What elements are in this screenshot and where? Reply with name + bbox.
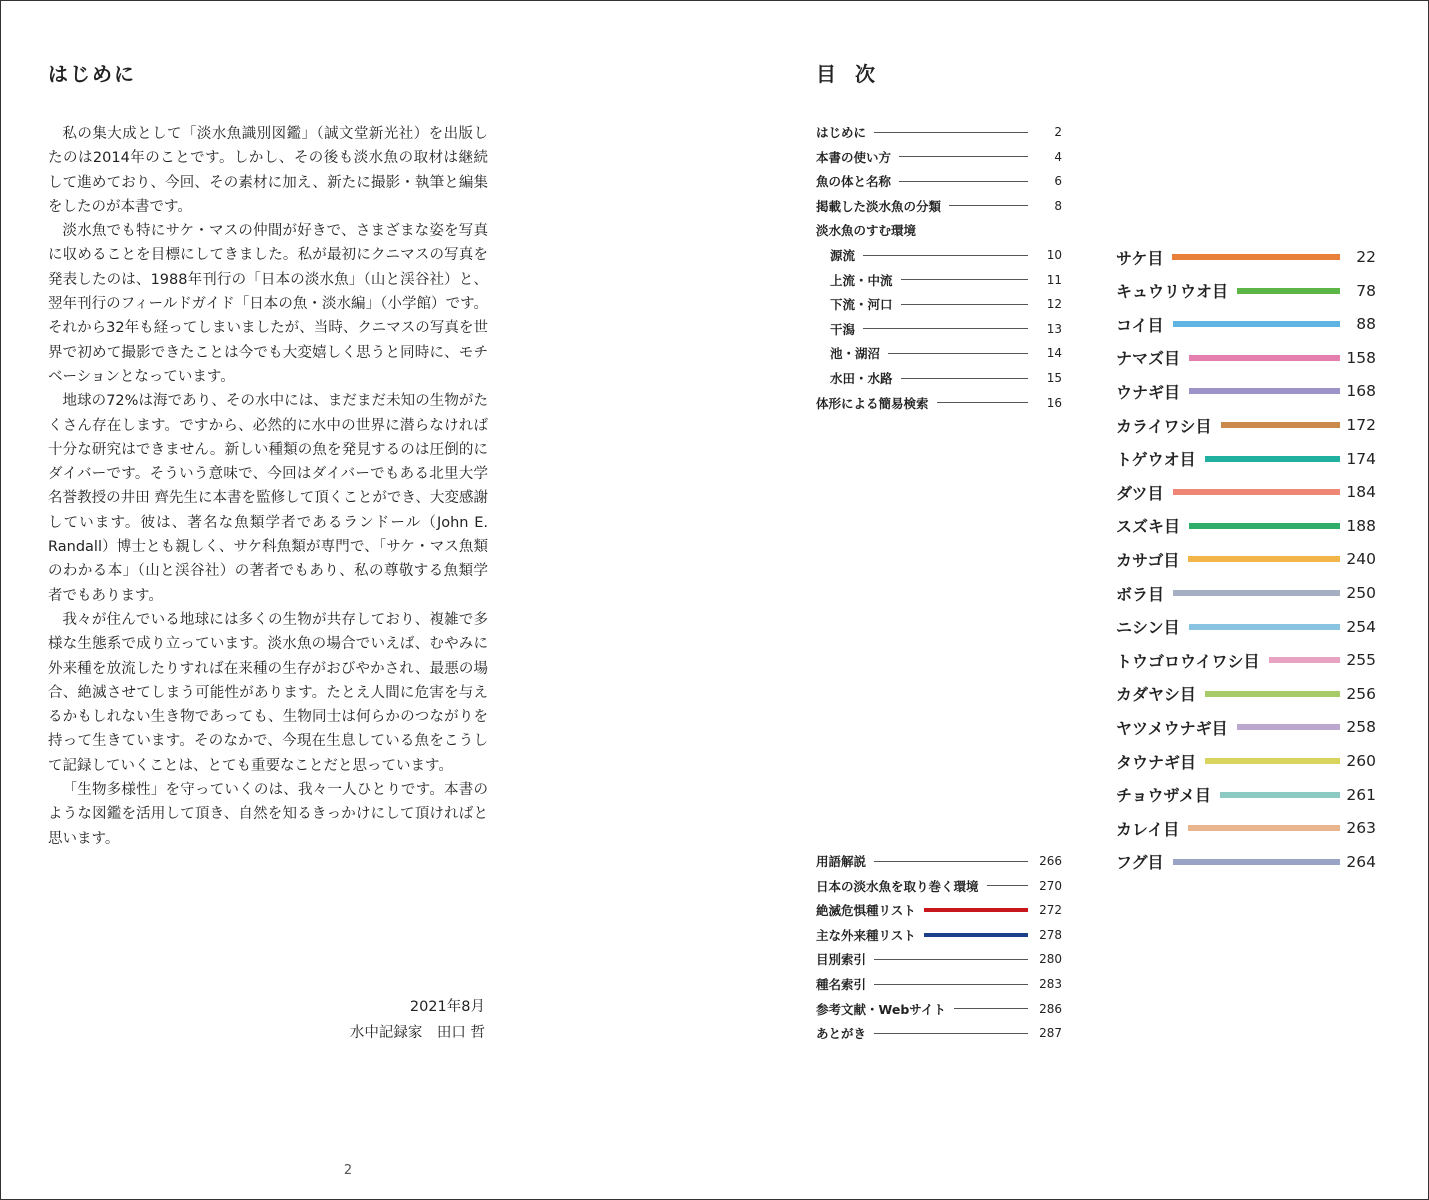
leader-line <box>987 885 1028 886</box>
leader-line <box>949 205 1028 206</box>
order-color-bar <box>1188 825 1340 831</box>
order-entry[interactable] <box>1116 279 1376 303</box>
order-label: サケ目 <box>1116 248 1164 268</box>
leader-line <box>899 181 1028 182</box>
order-entry[interactable] <box>1116 547 1376 571</box>
leader-line <box>899 156 1028 157</box>
order-page: 158 <box>1346 348 1376 367</box>
toc-entry-label: 参考文献・Webサイト <box>816 1001 946 1017</box>
order-entry[interactable] <box>1116 447 1376 471</box>
order-color-bar <box>1189 624 1340 630</box>
leader-line <box>901 378 1028 379</box>
order-entry[interactable] <box>1116 245 1376 269</box>
leader-line <box>874 861 1028 862</box>
order-entry[interactable] <box>1116 346 1376 370</box>
left-page <box>0 0 714 1200</box>
toc-entry-label: 体形による簡易検索 <box>816 395 929 411</box>
order-color-bar <box>1189 523 1340 529</box>
order-color-bar <box>1173 859 1340 865</box>
order-label: カレイ目 <box>1116 819 1180 839</box>
order-label: タウナギ目 <box>1116 752 1197 772</box>
paragraph: 「生物多様性」を守っていくのは、我々一人ひとりです。本書のような図鑑を活用して頂き、自然を知るきっかけにして頂ければと思います。 <box>48 782 488 847</box>
color-bar <box>924 908 1028 912</box>
order-page: 240 <box>1346 550 1376 569</box>
toc-entry-label: 淡水魚のすむ環境 <box>816 223 917 239</box>
leader-line <box>874 1033 1028 1034</box>
toc-entry-label: 用語解説 <box>816 854 867 869</box>
order-color-bar <box>1237 724 1340 730</box>
toc-entry[interactable] <box>830 245 1062 265</box>
toc-entry-page: 16 <box>1046 395 1062 410</box>
paragraph: 我々が住んでいる地球には多くの生物が共存しており、複雑で多様な生態系で成り立っています。淡水魚の場合でいえば、むやみに外来種を放流したりすれば在来種の生存がおびやかされ、最悪の場合、絶滅させてしまう可能性があります。たとえ人間に危害を与えるかもしれない生き物であっても、生物同士は何らかのつながりを持って生きています。そのなかで、今現在生息している魚をこうして記録していくことは、とても重要なことだと思っています。 <box>48 611 488 774</box>
order-page: 256 <box>1346 684 1376 703</box>
toc-heading: 目 次 <box>816 62 881 86</box>
order-page: 88 <box>1356 315 1376 334</box>
order-label: ヤツメウナギ目 <box>1116 718 1228 738</box>
toc-entry-label: 主な外来種リスト <box>816 927 916 943</box>
color-bar <box>924 933 1028 937</box>
order-color-bar <box>1205 758 1340 764</box>
toc-entry-page: 278 <box>1039 927 1062 942</box>
toc-entry-page: 287 <box>1039 1026 1062 1041</box>
toc-entry-label: 種名索引 <box>816 977 867 992</box>
toc-entry-label: 魚の体と名称 <box>816 174 892 190</box>
leader-line <box>874 132 1028 133</box>
paragraph: 地球の72%は海であり、その水中には、まだまだ未知の生物がたくさん存在します。ですから、必然的に水中の世界に潜らなければ十分な研究はできません。新しい種類の魚を発見するのは圧倒的にダイバーです。そういう意味で、今回はダイバーでもある北里大学名誉教授の井田 齊先生に本書を監修して頂くことができ、大変感謝しています。彼は、著名な魚類学者であるランドール（John E. Randall）博士とも親しく、サケ科魚類が専門で、「サケ・マス魚類のわかる本」（山と渓谷社）の著者でもあり、私の尊敬する魚類学者でもあります。 <box>48 393 488 604</box>
order-label: トウゴロウイワシ目 <box>1116 651 1260 671</box>
order-entry[interactable] <box>1116 816 1376 840</box>
leader-line <box>863 255 1028 256</box>
toc-entry-page: 266 <box>1039 854 1062 868</box>
paragraph: 淡水魚でも特にサケ・マスの仲間が好きで、さまざまな姿を写真に収めることを目標にしてきました。私が最初にクニマスの写真を発表したのは、1988年刊行の「日本の淡水魚」（山と渓谷社）と、翌年刊行のフィールドガイド「日本の魚・淡水編」（小学館）です。それから32年も経ってしまいましたが、当時、クニマスの写真を世界で初めて撮影できたことは今でも大変嬉しく思うと同時に、モチベーションとなっています。 <box>48 223 488 385</box>
order-color-bar <box>1205 456 1340 462</box>
order-page: 78 <box>1356 281 1376 300</box>
order-label: ダツ目 <box>1116 483 1164 503</box>
toc-entry-page: 12 <box>1046 297 1062 312</box>
order-label: ボラ目 <box>1116 584 1165 604</box>
toc-entry[interactable] <box>816 949 1062 969</box>
order-label: ニシン目 <box>1116 618 1180 638</box>
order-color-bar <box>1173 321 1340 327</box>
order-entry[interactable] <box>1116 749 1376 773</box>
toc-entry-page: 13 <box>1046 321 1062 336</box>
order-entry[interactable] <box>1116 312 1376 336</box>
toc-entry-page: 286 <box>1039 1001 1062 1016</box>
order-color-bar <box>1189 388 1340 394</box>
order-color-bar <box>1205 691 1340 697</box>
order-color-bar <box>1172 254 1340 260</box>
toc-entry-page: 11 <box>1046 272 1062 287</box>
order-entry[interactable] <box>1116 783 1376 807</box>
intro-body <box>48 122 488 851</box>
toc-entry[interactable] <box>816 851 1062 871</box>
leader-line <box>888 353 1028 354</box>
order-page: 255 <box>1346 651 1376 670</box>
order-label: ウナギ目 <box>1116 382 1181 402</box>
toc-entry-page: 6 <box>1054 174 1062 189</box>
leader-line <box>901 279 1028 280</box>
toc-entry-label: 源流 <box>830 248 856 263</box>
toc-entry-label: 絶滅危惧種リスト <box>816 903 916 919</box>
signature-block <box>240 994 485 1046</box>
order-page: 168 <box>1346 382 1376 401</box>
leader-line <box>874 959 1028 960</box>
order-label: カライワシ目 <box>1116 416 1212 436</box>
order-entry[interactable] <box>1116 850 1376 874</box>
toc-entry-label: 日本の淡水魚を取り巻く環境 <box>816 878 979 894</box>
toc-entry[interactable] <box>816 122 1062 142</box>
paragraph: 私の集大成として「淡水魚識別図鑑」（誠文堂新光社）を出版したのは2014年のことです。しかし、その後も淡水魚の取材は継続して進めており、今回、その素材に加え、新たに撮影・執筆と編集をしたのが本書です。 <box>48 126 488 215</box>
order-entry[interactable] <box>1116 615 1376 639</box>
order-page: 260 <box>1346 752 1376 770</box>
order-color-bar <box>1221 422 1340 428</box>
order-label: フグ目 <box>1116 853 1164 873</box>
order-label: スズキ目 <box>1116 517 1181 537</box>
order-page: 172 <box>1346 416 1376 434</box>
toc-entry-label: 掲載した淡水魚の分類 <box>816 198 942 214</box>
leader-line <box>863 328 1028 329</box>
toc-entry-page: 4 <box>1054 149 1062 164</box>
order-color-bar <box>1269 657 1340 663</box>
toc-entry[interactable] <box>830 294 1062 314</box>
date: 2021年8月 <box>409 999 485 1015</box>
toc-entry[interactable] <box>816 974 1062 994</box>
toc-entry-page: 280 <box>1039 952 1062 967</box>
order-label: トゲウオ目 <box>1116 450 1196 470</box>
order-entry[interactable] <box>1116 413 1376 437</box>
order-entry[interactable] <box>1116 715 1376 739</box>
toc-entry-page: 10 <box>1046 248 1062 262</box>
toc-entry-label: 上流・中流 <box>830 272 893 288</box>
order-label: キュウリウオ目 <box>1116 282 1229 302</box>
toc-entry[interactable] <box>816 393 1062 413</box>
toc-entry[interactable] <box>816 876 1062 896</box>
toc-entry[interactable] <box>816 196 1062 216</box>
toc-entry[interactable] <box>830 319 1062 339</box>
toc-entry[interactable] <box>830 343 1062 363</box>
order-color-bar <box>1173 489 1340 495</box>
toc-entry[interactable] <box>816 900 1062 920</box>
order-color-bar <box>1188 556 1340 562</box>
order-entry[interactable] <box>1116 379 1376 403</box>
order-page: 258 <box>1346 718 1376 737</box>
order-label: ナマズ目 <box>1116 349 1181 369</box>
leader-line <box>937 402 1028 403</box>
order-color-bar <box>1189 355 1340 361</box>
toc-entry[interactable] <box>816 1023 1062 1043</box>
toc-entry[interactable] <box>830 368 1062 388</box>
order-label: チョウザメ目 <box>1116 786 1211 806</box>
toc-entry-label: 下流・河口 <box>830 297 893 313</box>
order-label: カサゴ目 <box>1116 550 1180 570</box>
toc-entry-label: 干潟 <box>830 321 856 337</box>
order-entry[interactable] <box>1116 480 1376 504</box>
toc-entry-page: 283 <box>1039 977 1062 991</box>
toc-entry-page: 2 <box>1054 125 1062 139</box>
toc-entry-page: 14 <box>1046 346 1062 361</box>
toc-entry[interactable] <box>816 220 1062 240</box>
toc-entry-page: 272 <box>1039 903 1062 918</box>
order-entry[interactable] <box>1116 648 1376 672</box>
order-page: 174 <box>1346 449 1376 468</box>
order-entry[interactable] <box>1116 682 1376 706</box>
order-page: 250 <box>1346 584 1376 602</box>
toc-entry[interactable] <box>816 999 1062 1019</box>
right-page <box>714 0 1429 1200</box>
order-entry[interactable] <box>1116 514 1376 538</box>
order-entry[interactable] <box>1116 581 1376 605</box>
toc-entry[interactable] <box>816 925 1062 945</box>
order-page: 261 <box>1346 785 1376 804</box>
order-color-bar <box>1173 590 1340 596</box>
order-label: カダヤシ目 <box>1116 685 1196 705</box>
toc-entry-label: 水田・水路 <box>830 371 893 386</box>
order-page: 263 <box>1346 819 1376 838</box>
page-heading: はじめに <box>48 62 136 86</box>
toc-entry-page: 15 <box>1046 371 1062 385</box>
toc-entry[interactable] <box>830 270 1062 290</box>
toc-entry-page: 270 <box>1039 878 1062 893</box>
toc-entry-label: あとがき <box>816 1026 867 1042</box>
toc-entry-label: 本書の使い方 <box>816 149 892 165</box>
order-label: コイ目 <box>1116 315 1164 335</box>
leader-line <box>954 1008 1028 1009</box>
toc-entry-page: 8 <box>1054 198 1062 213</box>
author-signature: 水中記録家 田口 哲 <box>349 1025 485 1041</box>
order-page: 22 <box>1356 248 1376 266</box>
leader-line <box>874 984 1028 985</box>
page-number: 2 <box>343 1163 353 1178</box>
toc-entry[interactable] <box>816 171 1062 191</box>
order-page: 254 <box>1346 617 1376 636</box>
order-page: 188 <box>1346 516 1376 535</box>
order-color-bar <box>1220 792 1340 798</box>
toc-entry-label: はじめに <box>816 125 867 140</box>
order-page: 184 <box>1346 483 1376 502</box>
order-color-bar <box>1237 288 1340 294</box>
toc-entry[interactable] <box>816 147 1062 167</box>
order-page: 264 <box>1346 852 1376 871</box>
toc-entry-label: 池・湖沼 <box>830 346 881 362</box>
leader-line <box>901 304 1028 305</box>
toc-entry-label: 目別索引 <box>816 952 867 968</box>
